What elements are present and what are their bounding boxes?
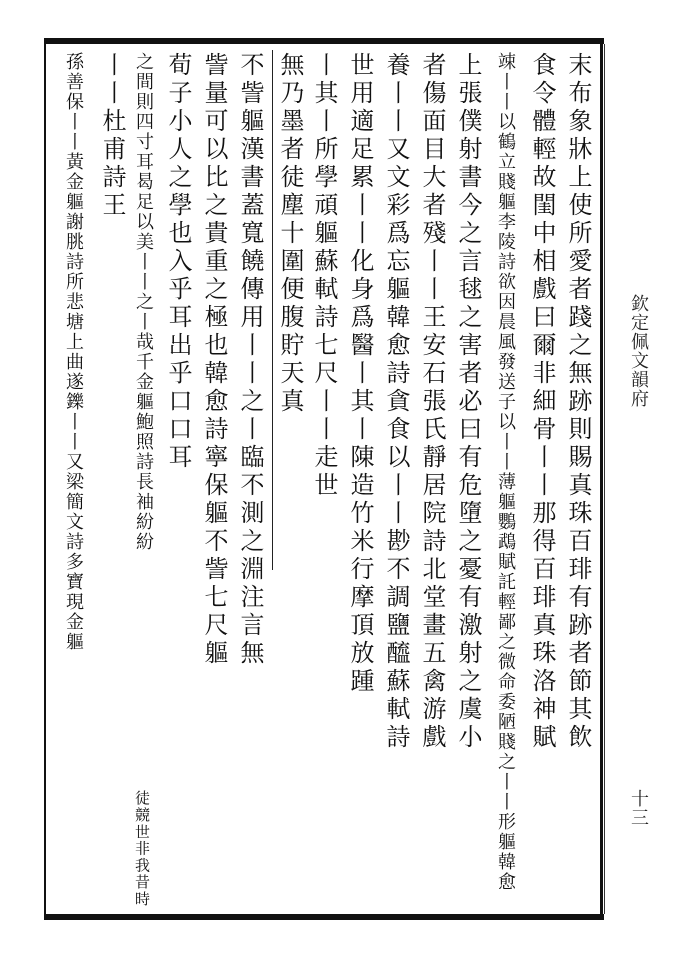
page-gutter bbox=[604, 44, 681, 914]
section-divider bbox=[272, 50, 273, 570]
text-column-14: 丨丨杜甫詩王 bbox=[98, 52, 126, 220]
text-column-4: 上張僕射書今之言毬之害者必曰有危墮之憂有激射之虞小 bbox=[454, 52, 482, 752]
page-number: 十三 bbox=[628, 789, 649, 827]
text-column-13b: 徒競世非我昔時 bbox=[133, 790, 151, 908]
text-column-10: 不訾軀漢書蓋寬饒傳用丨丨之丨臨不測之淵注言無 bbox=[236, 52, 264, 668]
text-column-7: 世用適足累丨丨化身爲醫丨其丨陳造竹米行摩頂放踵 bbox=[346, 52, 374, 696]
text-column-12: 荀子小人之學也入乎耳出乎口口耳 bbox=[164, 52, 192, 472]
text-column-6: 養丨丨又文彩爲忘軀韓愈詩貪食以丨丨尠不調鹽醯蘇軾詩 bbox=[382, 52, 410, 752]
right-border bbox=[600, 38, 603, 920]
text-column-8: 丨其丨所學頑軀蘇軾詩七尺丨丨走世 bbox=[310, 52, 338, 500]
book-title: 欽定佩文韻府 bbox=[628, 294, 649, 408]
bottom-border bbox=[44, 914, 604, 920]
text-column-3: 竦丨丨以鶴立賤軀李陵詩欲因晨風發送子以丨丨薄軀鸚鵡賦託輕鄙之微命委陋賤之丨丨形軀韓愈 bbox=[495, 52, 516, 892]
text-column-5: 者傷面目大者殘丨丨王安石張氏靜居院詩北堂畫五禽游戲 bbox=[418, 52, 446, 752]
top-border bbox=[44, 38, 604, 44]
text-column-15: 孫善保丨丨黃金軀謝朓詩所悲塘上曲遂鑠丨丨又梁簡文詩多寶現金軀 bbox=[63, 52, 84, 652]
text-column-9: 無乃墨者徒塵十圍便腹貯天真 bbox=[276, 52, 304, 416]
text-column-1: 末布象牀上使所愛者踐之無跡則賜真珠百琲有跡者節其飲 bbox=[564, 52, 592, 752]
text-column-2: 食令體輕故閨中相戲曰爾非細骨丨丨那得百琲真珠洛神賦 bbox=[528, 52, 556, 752]
text-column-11: 訾量可以比之貴重之極也韓愈詩寧保軀不訾七尺軀 bbox=[200, 52, 228, 668]
left-border bbox=[44, 38, 46, 920]
text-column-13: 之間則四寸耳曷足以美丨丨之丨哉千金軀鮑照詩長袖紛紛 bbox=[133, 52, 154, 552]
